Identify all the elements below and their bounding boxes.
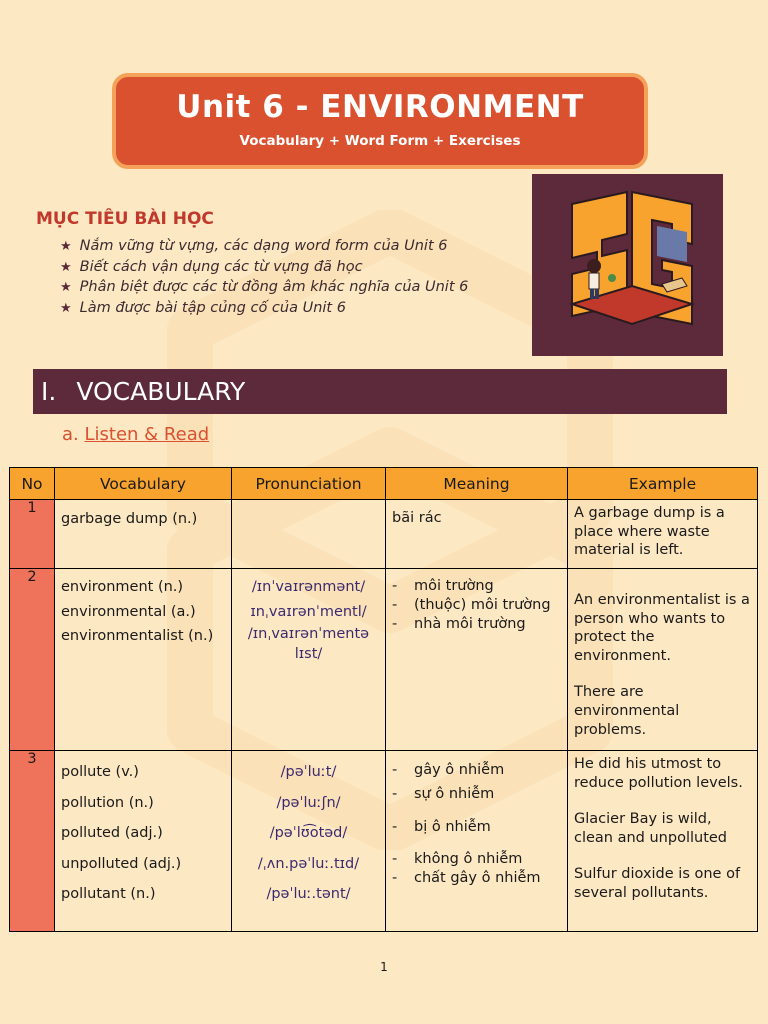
section-title: VOCABULARY — [76, 377, 246, 406]
header-example: Example — [568, 468, 758, 500]
goals-heading: MỤC TIÊU BÀI HỌC — [36, 209, 214, 229]
star-icon: ★ — [60, 259, 72, 275]
goals-list — [60, 236, 468, 318]
meaning-cell: - gây ô nhiễm - sự ô nhiễm - bị ô nhiễm - không ô nhiễm - chất gây ô nhiễm — [386, 751, 568, 932]
section-number: I. — [41, 377, 57, 406]
page-title: Unit 6 - ENVIRONMENT — [176, 89, 584, 125]
table-row — [10, 500, 758, 569]
table-row — [10, 751, 758, 932]
vocab-cell: pollute (v.) pollution (n.) polluted (adj.) unpolluted (adj.) pollutant (n.) — [55, 751, 232, 932]
header-meaning: Meaning — [386, 468, 568, 500]
pronunciation-cell: /ɪnˈvaɪrənmənt/ ɪnˌvaɪrənˈmentl/ /ɪnˌvaɪrənˈmentə lɪst/ — [232, 569, 386, 751]
header-vocabulary: Vocabulary — [55, 468, 232, 500]
pronunciation-cell — [232, 500, 386, 569]
pronunciation-cell: /pəˈluːt/ /pəˈluːʃn/ /pəˈlʊ͡otəd/ /ˌʌn.pəˈluː.tɪd/ /pəˈluː.tənt/ — [232, 751, 386, 932]
example-cell: He did his utmost to reduce pollution levels. Glacier Bay is wild, clean and unpolluted Sulfur dioxide is one of several pollutants. — [568, 751, 758, 932]
vocab-cell: environment (n.) environmental (a.) environmentalist (n.) — [55, 569, 232, 751]
header-no: No — [10, 468, 55, 500]
table-header-row — [10, 468, 758, 500]
row-number: 2 — [10, 569, 55, 751]
row-number: 3 — [10, 751, 55, 932]
page-subtitle: Vocabulary + Word Form + Exercises — [239, 133, 521, 149]
row-number: 1 — [10, 500, 55, 569]
table-row — [10, 569, 758, 751]
goal-item: ★ Phân biệt được các từ đồng âm khác nghĩa của Unit 6 — [60, 279, 469, 295]
room-illustration — [532, 174, 723, 356]
header-pronunciation: Pronunciation — [232, 468, 386, 500]
section-header-vocabulary — [33, 369, 727, 414]
star-icon: ★ — [60, 239, 72, 254]
meaning-cell: bãi rác — [386, 500, 568, 569]
vocabulary-table — [9, 467, 758, 932]
subsection-prefix: a. — [62, 424, 79, 445]
vocab-cell: garbage dump (n.) — [55, 500, 232, 569]
listen-read-link[interactable]: Listen & Read — [84, 424, 210, 445]
goal-item: ★ Nắm vững từ vựng, các dạng word form của Unit 6 — [60, 238, 448, 254]
title-banner — [112, 73, 648, 169]
subsection-heading — [62, 424, 209, 445]
example-cell: A garbage dump is a place where waste material is left. — [568, 500, 758, 569]
goal-item: ★ Làm được bài tập củng cố của Unit 6 — [60, 299, 346, 316]
star-icon: ★ — [60, 280, 72, 295]
page-number: 1 — [380, 960, 388, 974]
star-icon: ★ — [60, 300, 72, 316]
goal-item: ★ Biết cách vận dụng các từ vựng đã học — [60, 258, 363, 275]
meaning-cell: - môi trường - (thuộc) môi trường - nhà môi trường — [386, 569, 568, 751]
example-cell: An environmentalist is a person who wants to protect the environment. There are environmental problems. — [568, 569, 758, 751]
